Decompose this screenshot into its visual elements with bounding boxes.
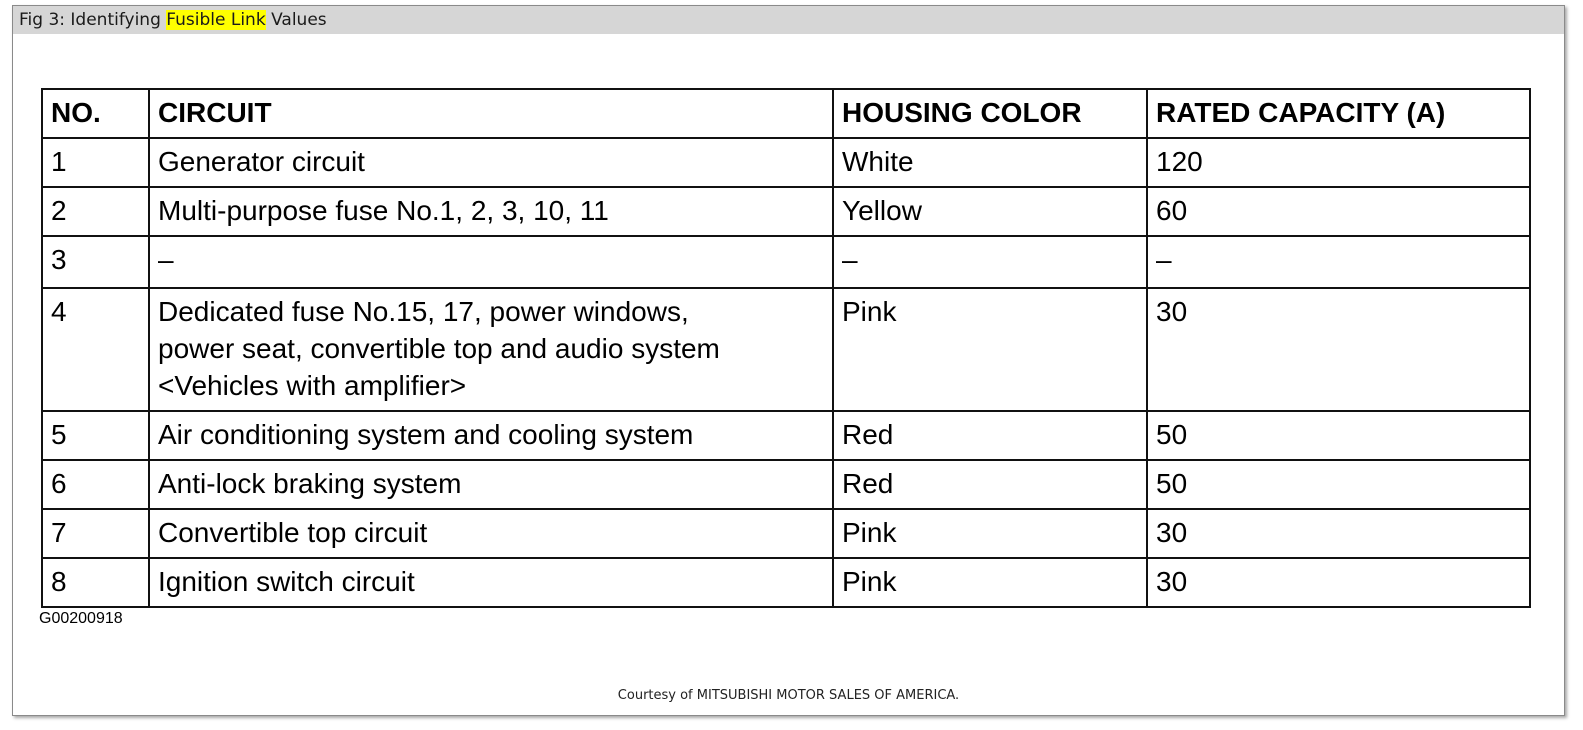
cell-circuit: Generator circuit (149, 138, 833, 187)
cell-housing-color: Red (833, 411, 1147, 460)
cell-no: 7 (42, 509, 149, 558)
cell-rated-capacity: – (1147, 236, 1530, 288)
table-row (42, 187, 1530, 236)
circuit-line: power seat, convertible top and audio system (158, 333, 720, 364)
caption-search-highlight: Fusible Link (166, 10, 266, 30)
cell-rated-capacity: 120 (1147, 138, 1530, 187)
cell-housing-color: Yellow (833, 187, 1147, 236)
cell-circuit (149, 288, 833, 411)
figure-caption (13, 6, 1564, 34)
cell-no: 4 (42, 288, 149, 411)
caption-prefix: Fig 3: Identifying (19, 10, 167, 30)
cell-rated-capacity: 30 (1147, 558, 1530, 607)
cell-circuit: Ignition switch circuit (149, 558, 833, 607)
cell-no: 2 (42, 187, 149, 236)
cell-rated-capacity: 50 (1147, 460, 1530, 509)
header-rated-capacity: RATED CAPACITY (A) (1147, 89, 1530, 138)
table-row (42, 236, 1530, 288)
header-housing-color: HOUSING COLOR (833, 89, 1147, 138)
table-row (42, 558, 1530, 607)
cell-no: 5 (42, 411, 149, 460)
cell-housing-color: Pink (833, 509, 1147, 558)
courtesy-credit: Courtesy of MITSUBISHI MOTOR SALES OF AMERICA. (617, 688, 960, 703)
cell-housing-color: Pink (833, 558, 1147, 607)
cell-housing-color: White (833, 138, 1147, 187)
table-row (42, 460, 1530, 509)
cell-no: 8 (42, 558, 149, 607)
cell-no: 3 (42, 236, 149, 288)
cell-housing-color: Red (833, 460, 1147, 509)
cell-circuit: Air conditioning system and cooling system (149, 411, 833, 460)
figure-id: G00200918 (39, 610, 123, 627)
circuit-line: Dedicated fuse No.15, 17, power windows, (158, 296, 689, 327)
table-row (42, 411, 1530, 460)
table-row (42, 288, 1530, 411)
cell-circuit: – (149, 236, 833, 288)
cell-circuit: Multi-purpose fuse No.1, 2, 3, 10, 11 (149, 187, 833, 236)
cell-housing-color: – (833, 236, 1147, 288)
cell-circuit: Convertible top circuit (149, 509, 833, 558)
cell-no: 1 (42, 138, 149, 187)
circuit-line: <Vehicles with amplifier> (158, 370, 467, 401)
cell-rated-capacity: 60 (1147, 187, 1530, 236)
cell-rated-capacity: 30 (1147, 509, 1530, 558)
cell-rated-capacity: 30 (1147, 288, 1530, 411)
table-row (42, 509, 1530, 558)
table-header-row (42, 89, 1530, 138)
cell-circuit: Anti-lock braking system (149, 460, 833, 509)
cell-housing-color: Pink (833, 288, 1147, 411)
header-circuit: CIRCUIT (149, 89, 833, 138)
fusible-link-table (41, 88, 1531, 608)
cell-rated-capacity: 50 (1147, 411, 1530, 460)
header-no: NO. (42, 89, 149, 138)
table-row (42, 138, 1530, 187)
caption-suffix: Values (265, 10, 327, 30)
cell-no: 6 (42, 460, 149, 509)
figure-frame (12, 5, 1565, 716)
